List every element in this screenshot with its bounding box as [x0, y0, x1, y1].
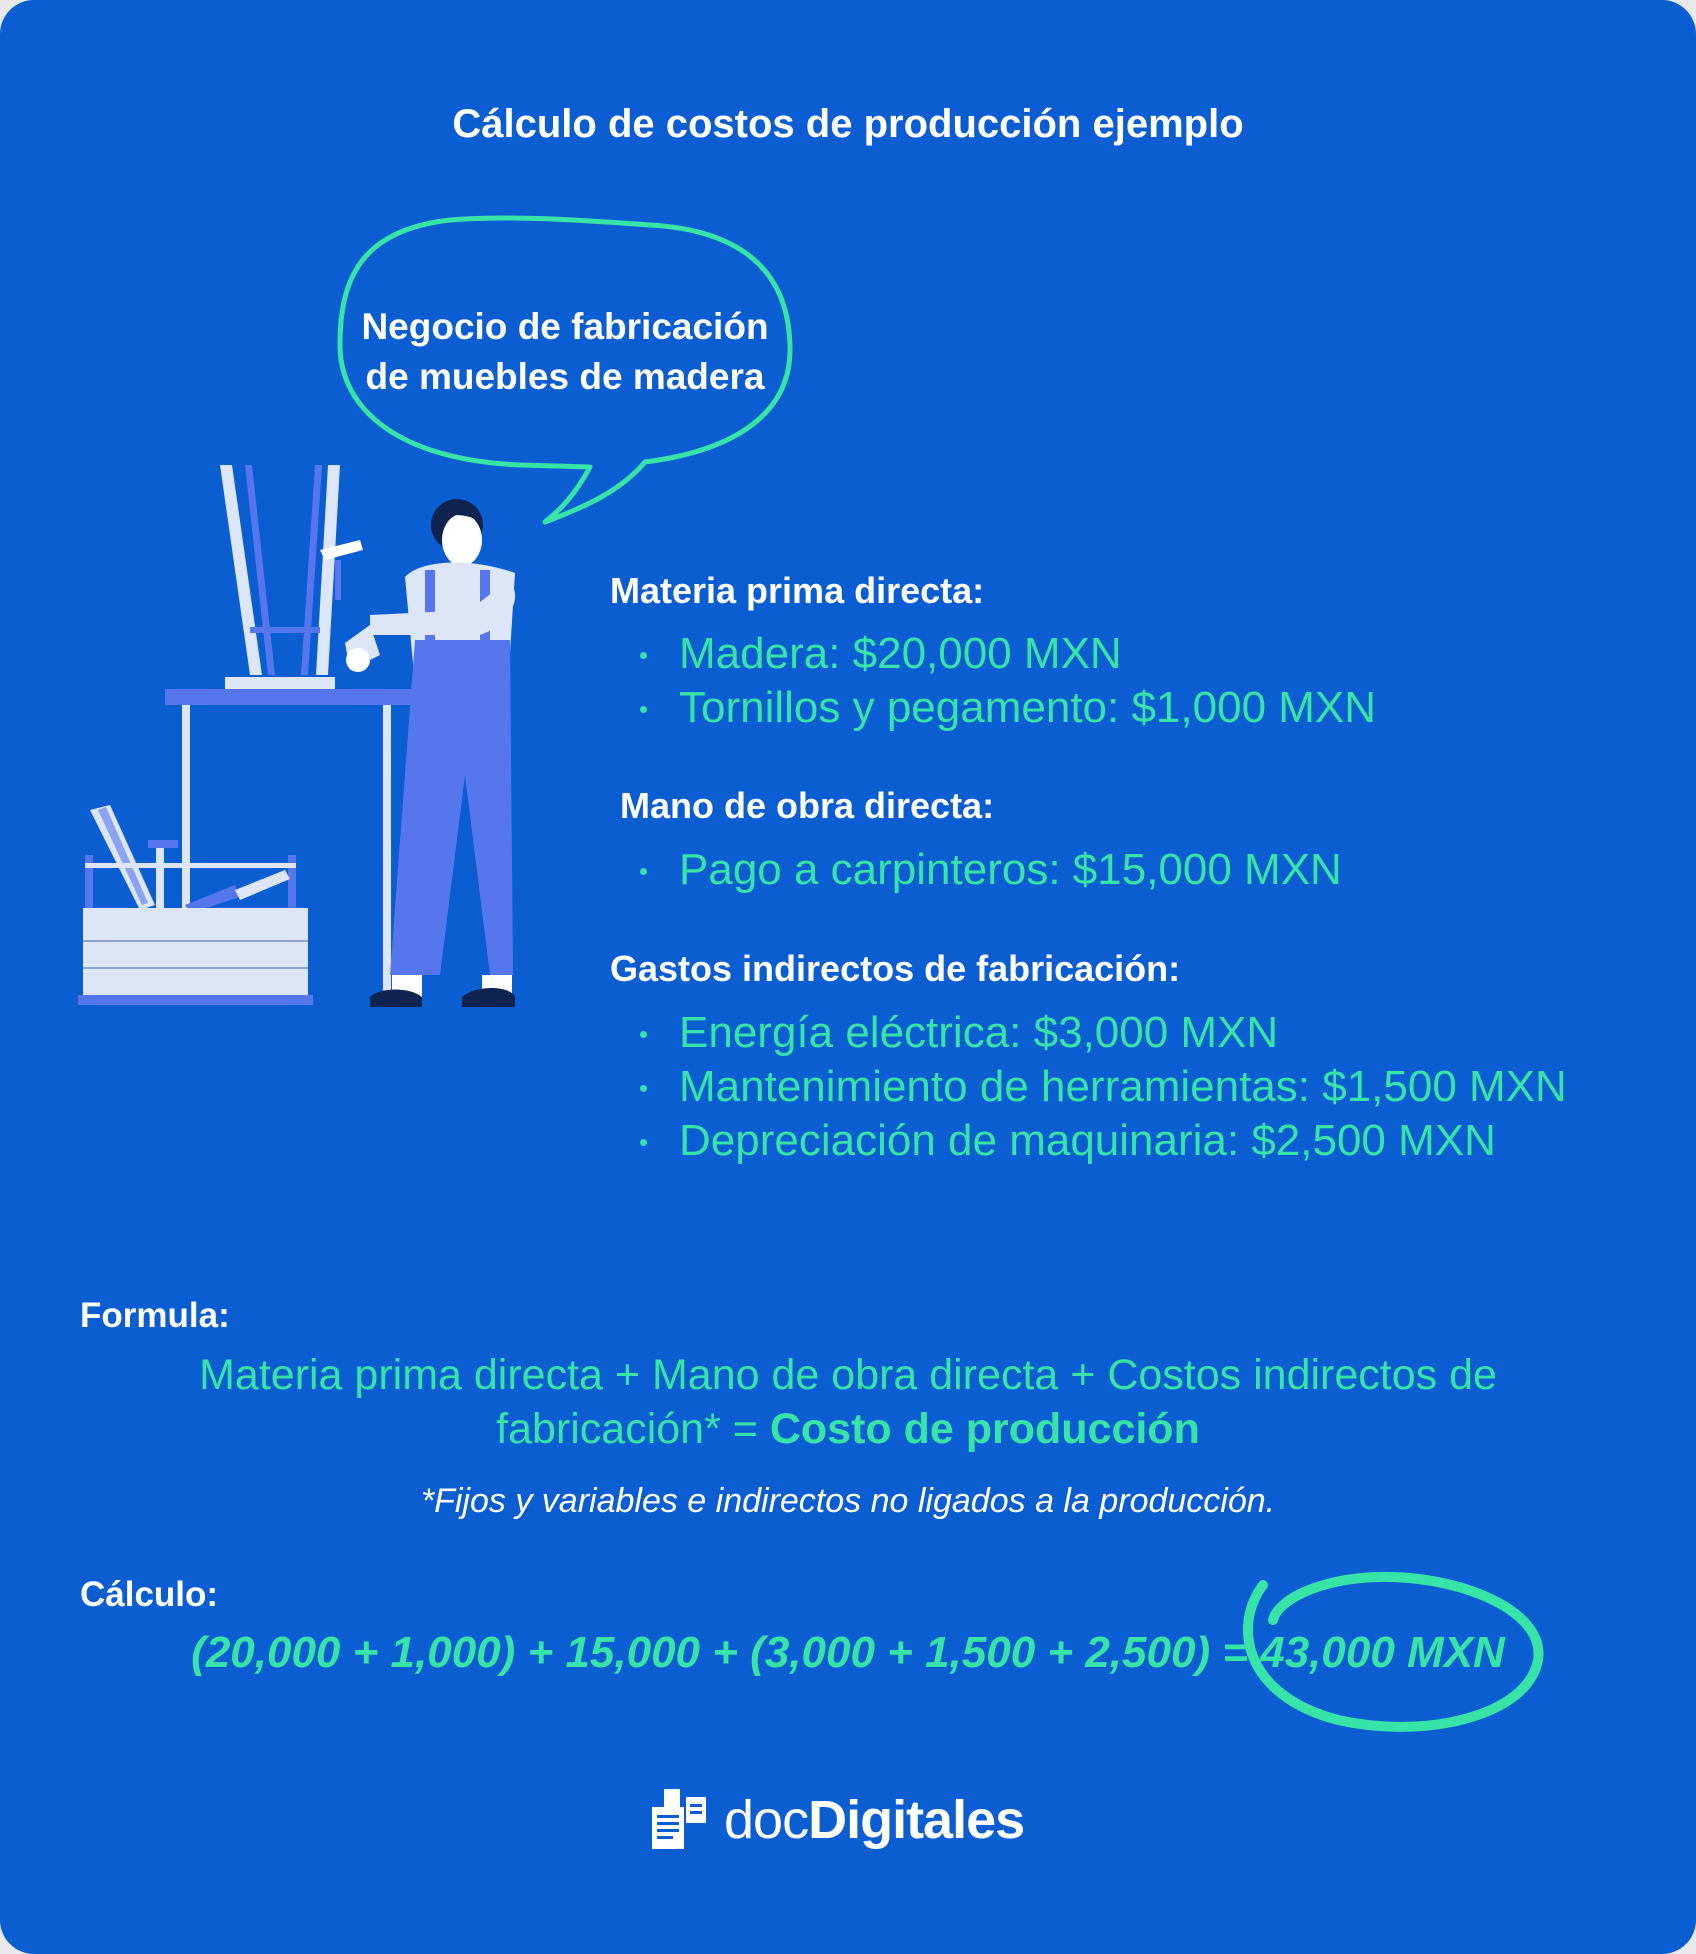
formula-line-2-prefix: fabricación* =: [496, 1405, 770, 1453]
formula-text: [0, 1348, 1696, 1456]
formula-label: Formula:: [80, 1296, 230, 1335]
formula-line-1: Materia prima directa + Mano de obra directa + Costos indirectos de: [199, 1351, 1497, 1399]
list-item: Tornillos y pegamento: $1,000 MXN: [615, 681, 1376, 735]
carpenter-illustration: [70, 215, 570, 1015]
calculation-label: Cálculo:: [80, 1575, 219, 1614]
bubble-line-1: Negocio de fabricación: [361, 306, 769, 347]
gastos-indirectos-list: [615, 1006, 1567, 1168]
list-item: Energía eléctrica: $3,000 MXN: [615, 1006, 1567, 1060]
mano-de-obra-list: [615, 843, 1342, 897]
list-item: Madera: $20,000 MXN: [615, 627, 1376, 681]
list-item: Depreciación de maquinaria: $2,500 MXN: [615, 1114, 1567, 1168]
carpenter-figure: [320, 499, 515, 1007]
docdigitales-logo: [650, 1785, 1024, 1855]
section-title-gastos-indirectos: Gastos indirectos de fabricación:: [610, 948, 1181, 989]
calculation-result: 43,000 MXN: [1260, 1628, 1505, 1677]
toolbox-illustration: [78, 805, 313, 1005]
result-highlight-circle: [1228, 1565, 1558, 1745]
list-item: Mantenimiento de herramientas: $1,500 MXN: [615, 1060, 1567, 1114]
list-item: Pago a carpinteros: $15,000 MXN: [615, 843, 1342, 897]
logo-part-doc: doc: [724, 1790, 809, 1850]
bubble-line-2: de muebles de madera: [365, 356, 765, 397]
materia-prima-list: [615, 627, 1376, 735]
formula-result-term: Costo de producción: [769, 1405, 1200, 1453]
logo-wordmark: [724, 1789, 1024, 1851]
section-title-mano-de-obra: Mano de obra directa:: [620, 785, 995, 826]
document-stack-icon: [650, 1789, 708, 1851]
section-title-materia-prima: Materia prima directa:: [610, 570, 985, 611]
logo-part-digitales: Digitales: [808, 1790, 1025, 1850]
chair-illustration: [220, 465, 340, 689]
calculation-expression-text: (20,000 + 1,000) + 15,000 + (3,000 + 1,500 + 2,500) =: [191, 1628, 1261, 1677]
page-title: Cálculo de costos de producción ejemplo: [452, 102, 1244, 146]
formula-line-2: [0, 1402, 1696, 1456]
formula-note: *Fijos y variables e indirectos no ligados a la producción.: [420, 1482, 1276, 1520]
